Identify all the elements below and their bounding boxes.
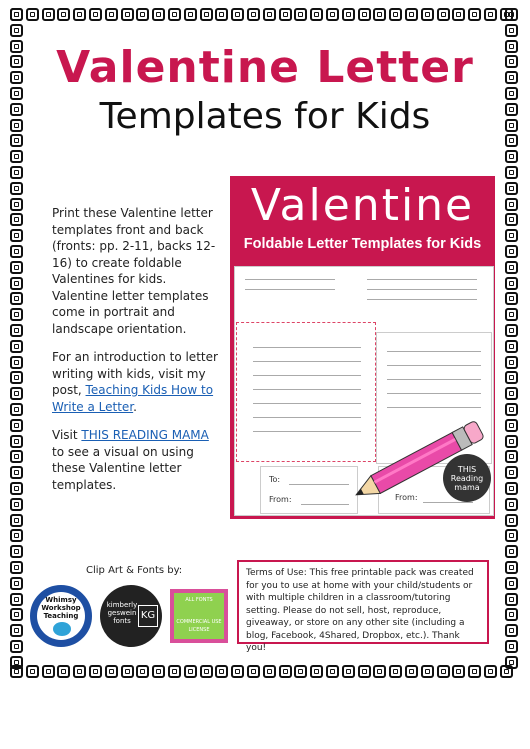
border-spiral [184, 665, 197, 678]
border-spiral [505, 150, 518, 163]
border-spiral [505, 593, 518, 606]
border-spiral [247, 665, 260, 678]
border-spiral [505, 435, 518, 448]
border-spiral [484, 665, 497, 678]
border-spiral [10, 292, 23, 305]
border-spiral [26, 665, 39, 678]
all-fonts-label: ALL FONTS [185, 597, 213, 603]
intro-para1: Print these Valentine letter templates front and back (fronts: pp. 2-11, backs 12-16) to create foldable Valentines for kids. [52, 206, 216, 286]
border-spiral [505, 498, 518, 511]
commercial-use-label: COMMERCIAL USE [176, 619, 222, 625]
border-spiral [10, 640, 23, 653]
border-spiral [421, 665, 434, 678]
border-spiral [373, 665, 386, 678]
border-spiral [505, 324, 518, 337]
border-spiral [505, 482, 518, 495]
border-spiral [10, 261, 23, 274]
border-spiral [505, 292, 518, 305]
terms-of-use: Terms of Use: This free printable pack was created for you to use at home with your child/students or with multiple children in a classroom/tutoring setting. Please do not sell, host, reproduce, giveaway, or store on any other site (including a blog, Facebook, 4Shared, Dropbox, etc.). Thank you! [237, 560, 489, 644]
border-spiral [73, 665, 86, 678]
border-spiral [279, 8, 292, 21]
border-spiral [10, 387, 23, 400]
border-spiral [57, 8, 70, 21]
border-spiral [421, 8, 434, 21]
preview-title: Valentine [250, 180, 475, 231]
whimsy-workshop-label: Whimsy Workshop Teaching [41, 596, 81, 620]
border-spiral [10, 356, 23, 369]
border-spiral [105, 8, 118, 21]
border-spiral [389, 8, 402, 21]
border-spiral [358, 8, 371, 21]
border-spiral [437, 8, 450, 21]
border-spiral [57, 665, 70, 678]
intro-para3-text: Visit [52, 428, 82, 442]
kg-mark: KG [138, 605, 158, 627]
border-spiral [468, 8, 481, 21]
commercial-use-badge [170, 589, 228, 643]
kg-fonts-label: kimberly geswein fonts [106, 601, 138, 625]
border-spiral [10, 435, 23, 448]
border-spiral [505, 466, 518, 479]
teaching-kids-link[interactable]: Teaching Kids How to Write a Letter [52, 383, 214, 414]
border-spiral [10, 198, 23, 211]
page-subtitle: Templates for Kids [99, 96, 431, 137]
intro-paragraph [52, 205, 222, 337]
border-spiral [42, 8, 55, 21]
border-spiral [342, 665, 355, 678]
border-spiral [215, 665, 228, 678]
border-spiral [215, 8, 228, 21]
border-spiral [152, 8, 165, 21]
border-spiral [10, 482, 23, 495]
border-spiral [10, 561, 23, 574]
page-title: Valentine Letter [56, 42, 474, 93]
border-spiral [73, 8, 86, 21]
border-spiral [505, 261, 518, 274]
from-label: From: [269, 495, 292, 504]
intro-para1b: Valentine letter templates come in portrait and landscape orientation. [52, 288, 209, 336]
border-spiral [505, 403, 518, 416]
intro-paragraph [52, 349, 222, 415]
border-spiral [10, 166, 23, 179]
border-spiral [505, 166, 518, 179]
border-spiral [10, 277, 23, 290]
border-spiral [505, 245, 518, 258]
border-spiral [10, 624, 23, 637]
preview-subtitle: Foldable Letter Templates for Kids [243, 236, 482, 252]
border-spiral [505, 577, 518, 590]
border-spiral [10, 24, 23, 37]
border-spiral [484, 8, 497, 21]
border-spiral [326, 8, 339, 21]
bird-icon [53, 622, 71, 636]
border-spiral [505, 182, 518, 195]
border-spiral [505, 308, 518, 321]
border-spiral [121, 8, 134, 21]
border-spiral [152, 665, 165, 678]
border-spiral [310, 8, 323, 21]
border-spiral [89, 8, 102, 21]
border-spiral [279, 665, 292, 678]
border-spiral [10, 229, 23, 242]
border-spiral [505, 277, 518, 290]
border-spiral [10, 545, 23, 558]
border-spiral [10, 656, 23, 669]
border-spiral [505, 514, 518, 527]
border-spiral [231, 8, 244, 21]
border-spiral [42, 665, 55, 678]
border-spiral [10, 450, 23, 463]
border-spiral [10, 308, 23, 321]
border-spiral [505, 624, 518, 637]
border-spiral [505, 229, 518, 242]
border-spiral [231, 665, 244, 678]
license-label: LICENSE [188, 627, 210, 633]
border-spiral [505, 450, 518, 463]
border-spiral [437, 665, 450, 678]
border-spiral [505, 340, 518, 353]
border-spiral [505, 419, 518, 432]
border-spiral [294, 8, 307, 21]
border-spiral [10, 577, 23, 590]
kg-fonts-badge [100, 585, 162, 647]
border-spiral [10, 182, 23, 195]
border-spiral [10, 593, 23, 606]
this-reading-mama-logo: THIS Reading mama [443, 454, 491, 502]
border-spiral [10, 324, 23, 337]
border-spiral [168, 665, 181, 678]
border-spiral [505, 561, 518, 574]
border-spiral [468, 665, 481, 678]
border-spiral [505, 545, 518, 558]
border-spiral [105, 665, 118, 678]
intro-paragraph [52, 427, 222, 493]
border-spiral [10, 213, 23, 226]
border-spiral [10, 371, 23, 384]
border-spiral [342, 8, 355, 21]
border-spiral [10, 529, 23, 542]
from-label: From: [395, 493, 418, 502]
border-spiral [184, 8, 197, 21]
border-spiral [10, 466, 23, 479]
border-spiral [452, 665, 465, 678]
border-spiral [10, 403, 23, 416]
border-spiral [168, 8, 181, 21]
border-spiral [452, 8, 465, 21]
border-spiral [121, 665, 134, 678]
border-spiral [10, 608, 23, 621]
border-spiral [263, 665, 276, 678]
border-spiral [505, 371, 518, 384]
border-spiral [505, 8, 518, 21]
border-spiral [10, 340, 23, 353]
preview-image [230, 176, 495, 519]
border-spiral [405, 665, 418, 678]
to-label: To: [269, 475, 281, 484]
border-spiral [136, 665, 149, 678]
intro-para2-text: For an introduction to letter writing with kids, visit my post, [52, 350, 218, 397]
border-spiral [405, 8, 418, 21]
border-spiral [10, 419, 23, 432]
border-spiral [10, 498, 23, 511]
intro-para3-end: to see a visual on using these Valentine letter templates. [52, 444, 194, 492]
border-spiral [505, 213, 518, 226]
border-spiral [505, 529, 518, 542]
border-spiral [136, 8, 149, 21]
border-spiral [26, 8, 39, 21]
whimsy-workshop-badge [30, 585, 92, 647]
border-spiral [89, 665, 102, 678]
border-spiral [263, 8, 276, 21]
border-spiral [10, 245, 23, 258]
border-spiral [358, 665, 371, 678]
border-spiral [326, 665, 339, 678]
border-spiral [505, 356, 518, 369]
border-spiral [505, 387, 518, 400]
border-spiral [10, 8, 23, 21]
border-spiral [505, 24, 518, 37]
this-reading-mama-link[interactable]: THIS READING MAMA [81, 428, 209, 442]
border-spiral [505, 640, 518, 653]
border-spiral [505, 656, 518, 669]
border-spiral [10, 514, 23, 527]
border-spiral [373, 8, 386, 21]
border-spiral [200, 8, 213, 21]
border-spiral [294, 665, 307, 678]
intro-text [52, 205, 222, 505]
border-spiral [10, 150, 23, 163]
border-spiral [310, 665, 323, 678]
border-spiral [247, 8, 260, 21]
border-spiral [389, 665, 402, 678]
border-spiral [505, 608, 518, 621]
border-spiral [200, 665, 213, 678]
credits-label: Clip Art & Fonts by: [86, 565, 183, 576]
border-spiral [505, 198, 518, 211]
intro-para2-end: . [133, 399, 137, 414]
